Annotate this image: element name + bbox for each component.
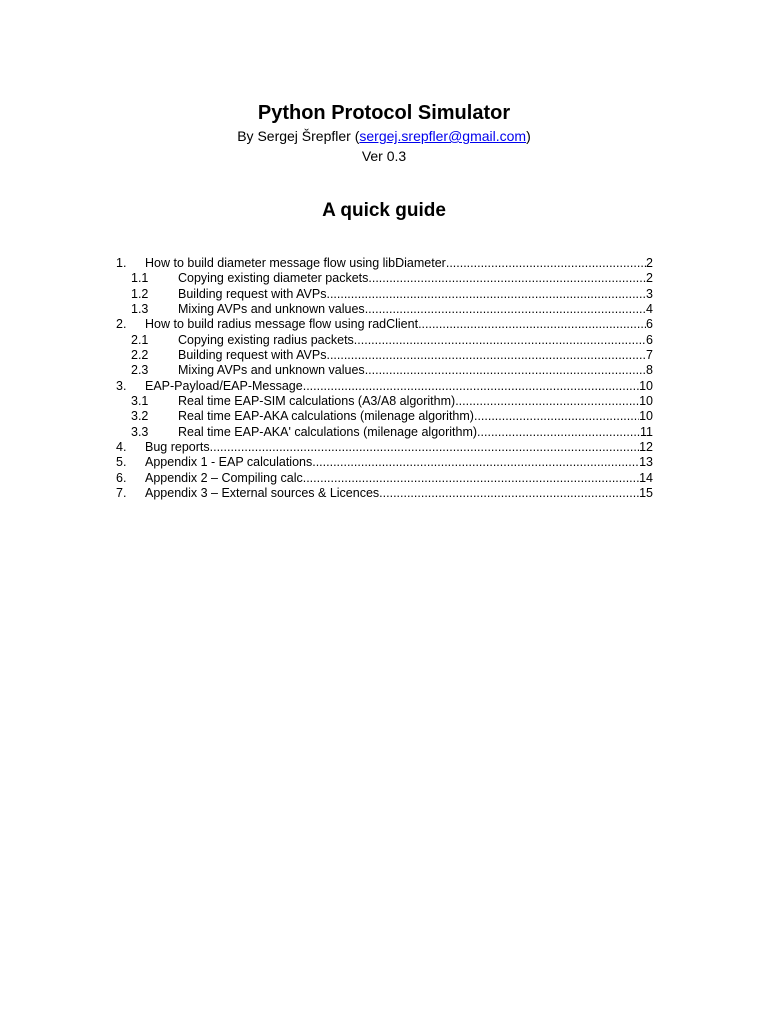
toc-entry-page: 8 <box>646 363 653 378</box>
author-email-link[interactable]: sergej.srepfler@gmail.com <box>359 128 527 144</box>
toc-entry-page: 10 <box>639 378 653 393</box>
toc-entry-title: Appendix 1 - EAP calculations <box>145 455 313 470</box>
toc-entry-1-1[interactable] <box>116 271 653 286</box>
author-byline <box>0 128 768 145</box>
byline-suffix: ) <box>526 128 531 144</box>
toc-entry-1-2[interactable] <box>116 287 653 302</box>
toc-entry-page: 6 <box>646 317 653 332</box>
toc-entry-page: 15 <box>639 486 653 501</box>
toc-entry-page: 4 <box>646 302 653 317</box>
toc-entry-2[interactable] <box>116 317 653 332</box>
toc-dot-leader <box>474 409 639 424</box>
toc-entry-number: 1. <box>116 256 127 270</box>
toc-dot-leader <box>379 486 639 501</box>
toc-entry-number: 3.3 <box>131 424 149 439</box>
toc-entry-title: Mixing AVPs and unknown values <box>178 363 365 378</box>
toc-dot-leader <box>418 317 646 332</box>
toc-dot-leader <box>354 333 646 348</box>
toc-entry-title: Copying existing diameter packets <box>178 271 369 286</box>
toc-entry-2-1[interactable] <box>116 333 653 348</box>
toc-entry-title: Building request with AVPs <box>178 286 327 301</box>
toc-entry-page: 3 <box>646 286 653 301</box>
toc-dot-leader <box>326 287 646 302</box>
toc-entry-6[interactable] <box>116 471 653 486</box>
toc-entry-number: 4. <box>116 440 127 455</box>
toc-entry-title: Bug reports <box>145 440 210 455</box>
toc-entry-page: 2 <box>646 256 653 270</box>
toc-entry-page: 11 <box>640 424 653 439</box>
toc-dot-leader <box>365 363 646 378</box>
toc-entry-3-3[interactable] <box>116 425 653 440</box>
toc-entry-title: Real time EAP-AKA calculations (milenage algorithm) <box>178 409 474 424</box>
toc-entry-title: Mixing AVPs and unknown values <box>178 302 365 317</box>
document-subtitle: A quick guide <box>322 200 446 221</box>
toc-dot-leader <box>312 455 639 470</box>
toc-entry-title: How to build radius message flow using radClient <box>145 317 419 332</box>
toc-entry-number: 1.2 <box>131 286 149 301</box>
toc-entry-1[interactable] <box>116 256 653 271</box>
toc-entry-number: 2.1 <box>131 332 149 347</box>
toc-dot-leader <box>477 425 640 440</box>
toc-dot-leader <box>365 302 646 317</box>
toc-entry-number: 3.2 <box>131 409 149 424</box>
toc-dot-leader <box>326 348 646 363</box>
toc-entry-title: Copying existing radius packets <box>178 332 354 347</box>
toc-entry-7[interactable] <box>116 486 653 501</box>
toc-entry-5[interactable] <box>116 455 653 470</box>
toc-entry-number: 2.2 <box>131 348 149 363</box>
toc-entry-page: 10 <box>639 394 653 409</box>
table-of-contents <box>116 256 653 502</box>
toc-entry-title: How to build diameter message flow using libDiameter <box>145 256 446 270</box>
byline-prefix: By Sergej Šrepfler ( <box>237 128 360 144</box>
toc-entry-number: 5. <box>116 455 127 470</box>
toc-entry-number: 2. <box>116 317 127 332</box>
toc-entry-2-2[interactable] <box>116 348 653 363</box>
toc-dot-leader <box>368 271 646 286</box>
toc-entry-page: 12 <box>639 440 653 455</box>
toc-entry-title: Real time EAP-SIM calculations (A3/A8 algorithm) <box>178 394 456 409</box>
toc-dot-leader <box>303 379 639 394</box>
toc-entry-number: 7. <box>116 486 127 501</box>
document-title: Python Protocol Simulator <box>257 102 511 124</box>
toc-entry-page: 6 <box>646 332 653 347</box>
toc-dot-leader <box>455 394 639 409</box>
toc-entry-3-2[interactable] <box>116 409 653 424</box>
toc-entry-title: Appendix 2 – Compiling calc <box>145 470 303 485</box>
toc-entry-page: 2 <box>646 271 653 286</box>
toc-entry-title: Appendix 3 – External sources & Licences <box>145 486 380 501</box>
toc-entry-4[interactable] <box>116 440 653 455</box>
toc-entry-page: 14 <box>639 470 653 485</box>
toc-entry-number: 3.1 <box>131 394 149 409</box>
toc-dot-leader <box>210 440 639 455</box>
toc-entry-number: 1.1 <box>131 271 149 286</box>
toc-entry-number: 2.3 <box>131 363 149 378</box>
toc-entry-number: 6. <box>116 470 127 485</box>
toc-entry-3-1[interactable] <box>116 394 653 409</box>
toc-entry-1-3[interactable] <box>116 302 653 317</box>
toc-entry-title: Real time EAP-AKA' calculations (milenage algorithm) <box>178 424 478 439</box>
toc-entry-3[interactable] <box>116 379 653 394</box>
toc-entry-page: 10 <box>639 409 653 424</box>
toc-entry-2-3[interactable] <box>116 363 653 378</box>
toc-dot-leader <box>303 471 639 486</box>
toc-entry-number: 1.3 <box>131 302 149 317</box>
toc-entry-page: 13 <box>639 455 653 470</box>
document-version: Ver 0.3 <box>361 148 407 164</box>
toc-dot-leader <box>446 256 646 271</box>
toc-entry-title: Building request with AVPs <box>178 348 327 363</box>
toc-entry-number: 3. <box>116 378 127 393</box>
toc-entry-page: 7 <box>646 348 653 363</box>
toc-entry-title: EAP-Payload/EAP-Message <box>145 378 303 393</box>
